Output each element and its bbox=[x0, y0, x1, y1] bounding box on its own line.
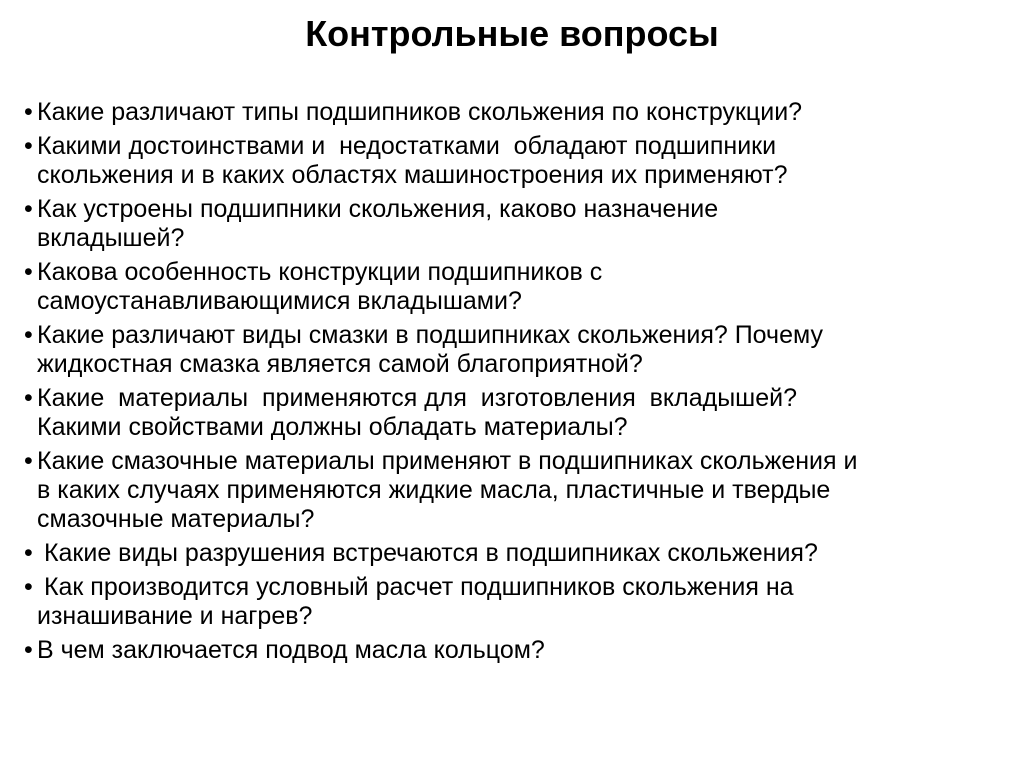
bullet-icon: • bbox=[24, 384, 33, 412]
question-list bbox=[24, 98, 1004, 670]
question-text: Какие различают виды смазки в подшипниках скольжения? Почему жидкостная смазка является самой благоприятной? bbox=[37, 321, 823, 378]
list-item bbox=[24, 384, 1004, 442]
bullet-icon: • bbox=[24, 258, 33, 286]
list-item bbox=[24, 258, 1004, 316]
bullet-icon: • bbox=[24, 636, 33, 664]
list-item bbox=[24, 321, 1004, 379]
question-text: Какие различают типы подшипников скольжения по конструкции? bbox=[37, 98, 803, 126]
slide-title: Контрольные вопросы bbox=[305, 13, 719, 54]
question-text: Как устроены подшипники скольжения, каково назначение вкладышей? bbox=[37, 195, 719, 252]
list-item bbox=[24, 447, 1004, 534]
bullet-icon: • bbox=[24, 539, 33, 567]
bullet-icon: • bbox=[24, 447, 33, 475]
question-text: Какие виды разрушения встречаются в подшипниках скольжения? bbox=[37, 539, 818, 567]
list-item bbox=[24, 573, 1004, 631]
list-item bbox=[24, 98, 1004, 127]
bullet-icon: • bbox=[24, 132, 33, 160]
question-text: Какова особенность конструкции подшипников с самоустанавливающимися вкладышами? bbox=[37, 258, 603, 315]
list-item bbox=[24, 132, 1004, 190]
question-text: Какие материалы применяются для изготовления вкладышей? Какими свойствами должны обладать материалы? bbox=[37, 384, 797, 441]
question-text: Как производится условный расчет подшипников скольжения на изнашивание и нагрев? bbox=[37, 573, 794, 630]
question-text: Какими достоинствами и недостатками обладают подшипники скольжения и в каких областях машиностроения их применяют? bbox=[37, 132, 788, 189]
list-item bbox=[24, 636, 1004, 665]
bullet-icon: • bbox=[24, 573, 33, 601]
question-text: В чем заключается подвод масла кольцом? bbox=[37, 636, 545, 664]
list-item bbox=[24, 539, 1004, 568]
list-item bbox=[24, 195, 1004, 253]
bullet-icon: • bbox=[24, 195, 33, 223]
bullet-icon: • bbox=[24, 98, 33, 126]
question-text: Какие смазочные материалы применяют в подшипниках скольжения и в каких случаях применяются жидкие масла, пластичные и твердые смазочные материалы? bbox=[37, 447, 858, 533]
bullet-icon: • bbox=[24, 321, 33, 349]
